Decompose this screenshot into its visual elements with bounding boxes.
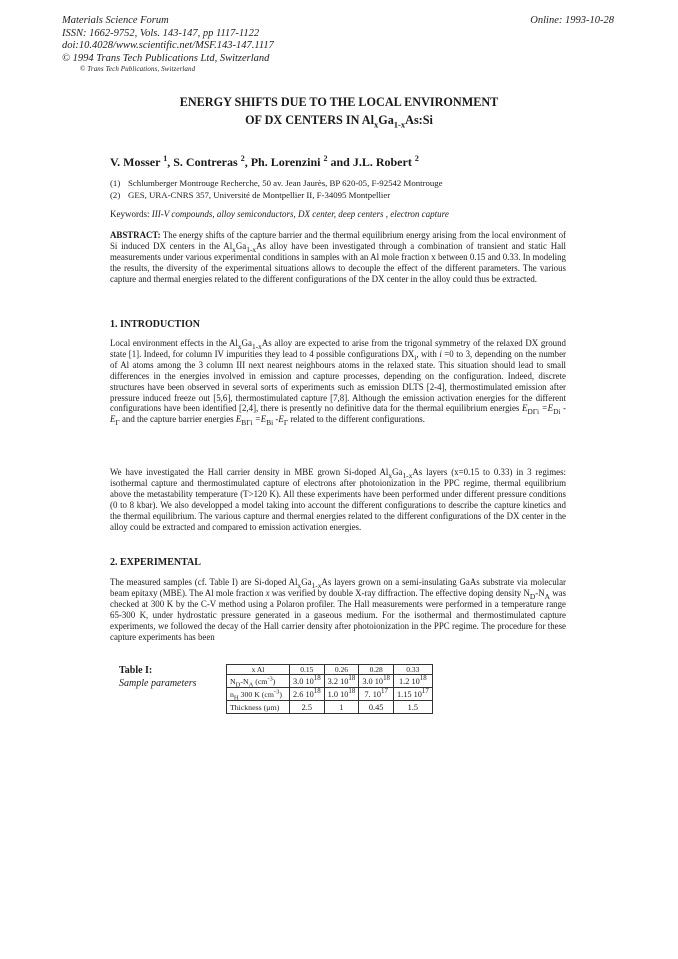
journal-name: Materials Science Forum [62, 15, 169, 26]
copyright: © 1994 Trans Tech Publications Ltd, Switzerland [62, 52, 270, 64]
issn: ISSN: 1662-9752, Vols. 143-147, pp 1117-1122 [62, 27, 260, 39]
small-copyright: © Trans Tech Publications, Switzerland [80, 65, 196, 74]
table-row [227, 688, 433, 701]
online-date: Online: 1993-10-28 [530, 15, 614, 26]
publication-info [62, 15, 274, 74]
table-row [227, 675, 433, 688]
title-line-2: OF DX CENTERS IN $Al_xGa_{1-x}As:Si$ [245, 113, 433, 130]
table-cell: 3.0 $10^{18}$ [359, 675, 394, 688]
table-cell: 0.45 [359, 701, 394, 714]
sample-parameters-table [226, 664, 433, 714]
table-cell: 1.15 $10^{17}$ [393, 688, 432, 701]
paper-title [0, 93, 678, 129]
table-cell: 1 [324, 701, 359, 714]
table-title: Sample parameters [119, 678, 197, 689]
abstract: ABSTRACT: The energy shifts of the capture barrier and the thermal equilibrium energy arising from the local environment of Si induced DX centers in the $Al_xGa_{1-x}As$ alloy have been investigated through a combination of transient and static Hall measurements under various experimental conditions in samples with an Al mole fraction x between 0.15 and 0.33. In modeling the results, the diversity of the experimental situations allows to decouple the effect of the different parameters. The various capture and thermal energies related to the different configurations of the DX center in the alloy could thus be extracted. [110, 230, 567, 284]
keywords: Keywords: III-V compounds, alloy semiconductors, DX center, deep centers , electron capture [110, 209, 449, 219]
table-cell: 3.0 $10^{18}$ [290, 675, 325, 688]
table-caption [119, 664, 197, 690]
table-header-row [227, 665, 433, 675]
intro-paragraph-1: Local environment effects in the $Al_xGa_{1-x}As$ alloy are expected to arise from the trigonal symmetry of the relaxed DX ground state [1]. Indeed, for column IV impurities they lead to 4 possible configurations $DX_i$, with i =0 to 3, depending on the number of Al atoms among the 3 column III next nearest neighbours atoms in the relaxed state. This situation should lead to small differences in the energies involved in emission and capture processes, depending on the configuration. Indeed, discrete structures have been observed in several sorts of experiments such as emission DLTS [2-4], thermostimulated emission after pressure induced freeze out [5,6], thermostimulated capture [7,8]. Although the emission activation energies for the different configurations have been identified [2,4], there is presently no definitive data for the thermal equilibrium energies $E_{D\Gamma i} =E_{Di}$ $-E_\Gamma$ and the capture barrier energies $E_{B\Gamma i} =E_{Bi}$ $-E_\Gamma$ related to the different configurations. [110, 338, 567, 428]
table-header-cell: 0.33 [393, 665, 432, 675]
experimental-heading: 2. EXPERIMENTAL [110, 557, 201, 568]
table-cell: 1.5 [393, 701, 432, 714]
row-label-thickness: Thickness (µm) [227, 701, 290, 714]
table-cell: 1.2 $10^{18}$ [393, 675, 432, 688]
table-cell: 2.6 $10^{18}$ [290, 688, 325, 701]
row-label-doping: $N_D-N_A$ $(cm^{-3})$ [227, 675, 290, 688]
intro-paragraph-2: We have investigated the Hall carrier density in MBE grown Si-doped $Al_xGa_{1-x}As$ layers (x=0.15 to 0.33) in 3 regimes: isothermal capture and thermostimulated capture of electrons after photoionization in the PPC regime, thermal equilibrium above the metastability temperature (T>120 K). All these experiments have been performed under different pressure conditions (0 to 8 kbar). We also developped a model taking into account the different configurations to describe the capture kinetics and the thermal equilibrium. The various capture and thermal energies related to the different configurations of the DX center in the alloy could be extracted and compared to emission activation energies. [110, 467, 566, 532]
table-header-cell: 0.15 [290, 665, 325, 675]
row-label-hall-density: $n_H$ 300 K $(cm^{-3})$ [227, 688, 290, 701]
table-row [227, 701, 433, 714]
affiliations [110, 178, 443, 201]
author-list: V. Mosser $^1$, S. Contreras $^2$, Ph. Lorenzini $^2$ and J.L. Robert $^2$ [110, 154, 419, 169]
experimental-paragraph: The measured samples (cf. Table I) are Si-doped $Al_xGa_{1-x}As$ layers grown on a semi-insulating GaAs substrate via molecular beam epitaxy (MBE). The Al mole fraction x was verified by double X-ray diffraction. The effective doping density $N_D-N_A$ was checked at 300 K by the C-V method using a Polaron profiler. The Hall measurements were performed in a temperature range 65-300 K, under hydrostatic pressure generated in a gaseous medium. For the isothermal and thermostimulated capture experiments, we followed the decay of the Hall carrier density after photoionization in the PPC regime. The procedure for these capture experiments has been [110, 577, 566, 642]
table-cell: 2.5 [290, 701, 325, 714]
intro-heading: 1. INTRODUCTION [110, 319, 201, 330]
table-cell: 7. $10^{17}$ [359, 688, 394, 701]
table-header-cell: 0.28 [359, 665, 394, 675]
affiliation-1: (1) Schlumberger Montrouge Recherche, 50 av. Jean Jaurès, BP 620-05, F-92542 Montrouge [110, 178, 443, 188]
table-cell: 1.0 $10^{18}$ [324, 688, 359, 701]
affiliation-2: (2) GES, URA-CNRS 357, Université de Montpellier II, F-34095 Montpellier [110, 189, 391, 200]
table-header-cell: 0.26 [324, 665, 359, 675]
title-line-1: ENERGY SHIFTS DUE TO THE LOCAL ENVIRONMENT [179, 95, 499, 109]
table-header-cell: x Al [227, 665, 290, 675]
table-label: Table I: [119, 665, 153, 676]
table-cell: 3.2 $10^{18}$ [324, 675, 359, 688]
doi: doi:10.4028/www.scientific.net/MSF.143-147.1117 [62, 40, 274, 52]
